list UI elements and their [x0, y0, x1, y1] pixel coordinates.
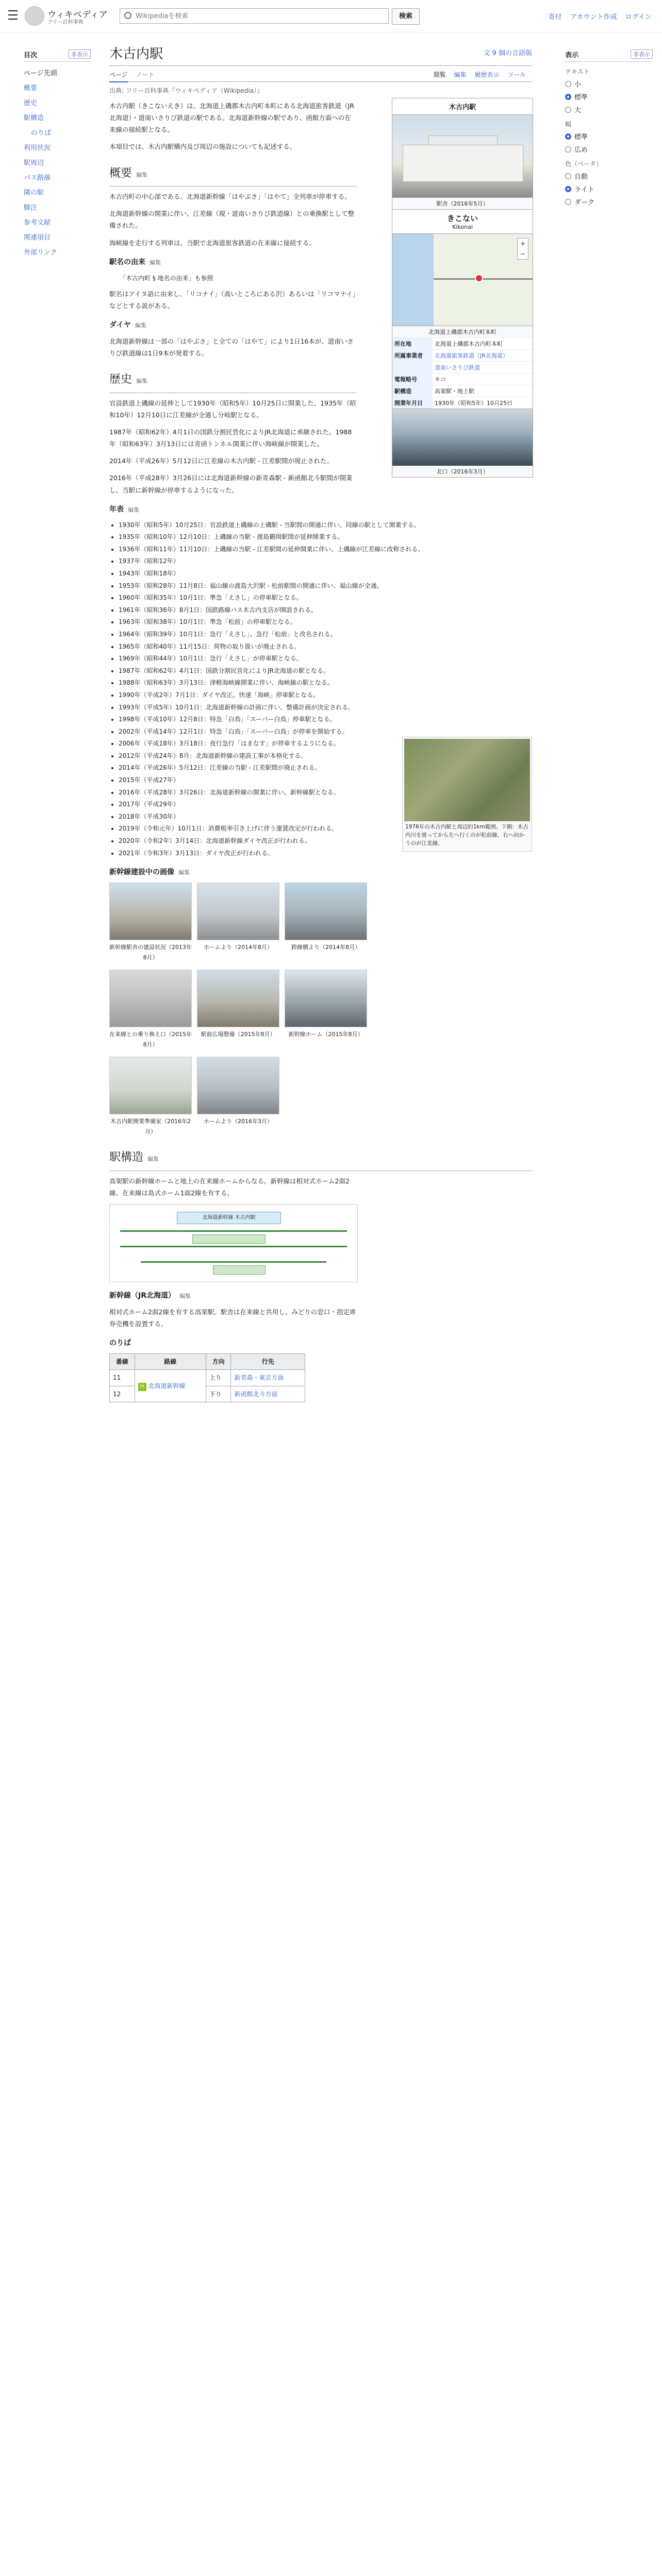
diagram-track	[120, 1230, 347, 1232]
color-option[interactable]: ライト	[565, 184, 653, 194]
tab-history[interactable]: 履歴表示	[474, 71, 500, 78]
timeline-item: • 1935年（昭和10年）12月10日：上磯線の当駅 - 渡島鶴岡駅間が延伸開業する。	[119, 532, 532, 543]
gallery-item[interactable]: 跨線橋より（2014年8月）	[285, 883, 367, 963]
table-row	[110, 1370, 305, 1386]
logo-title[interactable]: ウィキペディア	[47, 10, 108, 20]
toc-item[interactable]: 利用状況	[24, 144, 51, 152]
tab-read[interactable]: 閲覧	[433, 71, 446, 78]
timeline-item: • 1963年（昭和38年）10月1日：準急「松前」の停車駅となる。	[119, 617, 532, 628]
toc-item[interactable]: 駅構造	[24, 114, 44, 122]
station-kana: きこない	[446, 214, 478, 223]
gallery-photo[interactable]	[197, 883, 279, 940]
timeline-item: • 2020年（令和2年）3月14日：北海道新幹線ダイヤ改正が行われる。	[119, 836, 532, 847]
toc-hide-button[interactable]: 非表示	[69, 49, 91, 59]
toc-item[interactable]: 歴史	[24, 99, 38, 107]
page-tabs	[109, 66, 532, 82]
search-input[interactable]	[135, 10, 384, 22]
main-menu-icon[interactable]	[8, 10, 18, 20]
tab-page[interactable]: ページ	[109, 71, 128, 82]
table-header: 路線	[135, 1354, 206, 1370]
infobox-photo[interactable]	[392, 115, 533, 198]
toc-item[interactable]: ページ先頭	[24, 70, 57, 77]
section-heading-platforms: のりば	[109, 1339, 131, 1348]
line-badge-icon: H	[138, 1383, 146, 1391]
timeline-item: • 1961年（昭和36年）8月1日：国鉄路線バス木古内支店が開設される。	[119, 605, 532, 616]
width-label: 幅	[565, 121, 572, 128]
tab-edit[interactable]: 編集	[454, 71, 467, 78]
gallery-item[interactable]: 新幹線ホーム（2015年8月）	[285, 970, 367, 1050]
radio-icon	[565, 81, 571, 87]
section-heading-diagram: ダイヤ 編集	[109, 321, 146, 330]
page-title: 木古内駅	[109, 36, 532, 66]
infobox-row: 所在地 北海道上磯郡木古内町本町	[392, 337, 533, 349]
gallery-item[interactable]: ホームより（2014年8月）	[197, 883, 279, 963]
timeline-item: • 1930年（昭和5年）10月25日：官設鉄道上磯線の上磯駅 - 当駅間の開通に伴い、同線の駅として開業する。	[119, 520, 532, 531]
name-paragraph: 駅名はアイヌ語に由来し、「リコナイ」（高いところにある沢）あるいは「リコマナイ」などとする説がある。	[109, 290, 356, 310]
radio-icon	[565, 107, 571, 113]
gallery-photo[interactable]	[109, 1057, 192, 1114]
timeline-item: • 1987年（昭和62年）4月1日：国鉄分割民営化によりJR北海道の駅となる。	[119, 666, 532, 677]
width-option[interactable]: 広め	[565, 144, 653, 154]
toc-item[interactable]: 関連項目	[24, 234, 51, 242]
map-rail	[434, 278, 533, 280]
edit-link[interactable]: 編集	[136, 378, 148, 385]
timeline-item: • 2002年（平成14年）12月1日：特急「白鳥」「スーパー白鳥」が停車を開始する。	[119, 726, 532, 738]
gallery-photo[interactable]	[109, 970, 192, 1027]
table-cell: 上り	[206, 1370, 231, 1386]
gallery-item[interactable]: 木古内駅開業準備室（2016年2月）	[109, 1057, 192, 1138]
infobox-photo-2[interactable]	[392, 409, 533, 466]
timeline-item: • 1953年（昭和28年）11月8日：福山線の渡島大沢駅 - 松前駅間の開通に伴い、福山線が全通。	[119, 581, 532, 592]
tab-talk[interactable]: ノート	[136, 71, 155, 78]
appearance-sidebar	[565, 49, 653, 210]
overview-paragraph: 木古内町の中心部である。北海道新幹線「はやぶさ」「はやて」全列車が停車する。	[109, 193, 351, 201]
track-diagram	[109, 1204, 358, 1282]
toc-title: 目次	[24, 52, 38, 59]
color-label: 色（ベータ）	[565, 160, 603, 167]
history-thumbnail	[402, 737, 532, 852]
login-link[interactable]: ログイン	[625, 13, 652, 21]
timeline-item: • 2015年（平成27年）	[119, 775, 532, 786]
section-heading-overview: 概要 編集	[109, 163, 357, 187]
toc-item[interactable]: 概要	[24, 84, 38, 92]
toc-item[interactable]: バス路線	[24, 174, 51, 182]
edit-link[interactable]: 編集	[136, 171, 148, 178]
timeline-item: • 1960年（昭和35年）10月1日：準急「えさし」の停車駅となる。	[119, 592, 532, 604]
section-heading-structure: 駅構造 編集	[109, 1147, 532, 1171]
radio-selected-icon	[565, 94, 571, 100]
user-links	[542, 11, 652, 21]
timeline-item: • 1969年（昭和44年）10月1日：急行「えさし」が停車駅となる。	[119, 653, 532, 665]
gallery-item[interactable]: 在来線との乗り換え口（2015年8月）	[109, 970, 192, 1050]
toc-item[interactable]: 脚注	[24, 204, 38, 212]
text-size-option[interactable]: 小	[565, 79, 653, 89]
section-heading-gallery: 新幹線建設中の画像 編集	[109, 868, 190, 877]
infobox	[392, 98, 533, 478]
infobox-row: 開業年月日 1930年（昭和5年）10月25日	[392, 397, 533, 409]
from-line: 出典: フリー百科事典『ウィキペディア（Wikipedia）』	[109, 87, 263, 94]
thumbnail-caption: 1976年の木古内駅と周辺約1km範囲。下側：木古内川を渡ってから左へ行くのが松前線、右へ向かうのが江差線。	[405, 824, 528, 846]
table-cell[interactable]: 新函館北斗方面	[231, 1386, 305, 1402]
radio-icon	[565, 199, 571, 205]
search-box	[120, 8, 389, 24]
toc-item[interactable]: 駅周辺	[24, 159, 44, 167]
timeline-item: • 2016年（平成28年）3月26日：北海道新幹線の開業に伴い、新幹線駅となる。	[119, 787, 532, 799]
wikipedia-logo-icon[interactable]	[25, 6, 44, 26]
intro-paragraph: 本項目では、木古内駅構内及び周辺の施設についても記述する。	[109, 143, 296, 151]
color-option[interactable]: ダーク	[565, 197, 653, 207]
toc-item[interactable]: のりば	[31, 129, 52, 137]
infobox-caption: 駅舎（2016年5月）	[436, 200, 489, 207]
gallery-photo[interactable]	[197, 1057, 279, 1114]
article-body	[109, 100, 357, 496]
map-caption: 北海道上磯郡木古内町本町	[428, 329, 496, 335]
timeline-item: • 1936年（昭和11年）11月10日：上磯線の当駅 - 江差駅間の延伸開業に伴い、上磯線が江差線に改称される。	[119, 544, 532, 555]
edit-link[interactable]: 編集	[147, 1156, 159, 1163]
infobox-title: 木古内駅	[392, 98, 533, 115]
toc-sidebar	[24, 49, 91, 259]
table-cell[interactable]: 新青森・東京方面	[231, 1370, 305, 1386]
diagram-track	[141, 1261, 326, 1263]
radio-icon	[565, 173, 571, 179]
timeline-item: • 2021年（令和3年）3月13日：ダイヤ改正が行われる。	[119, 848, 532, 859]
toc-item[interactable]: 外部リンク	[24, 249, 57, 257]
text-size-label: テキスト	[565, 68, 590, 75]
photo-building	[403, 145, 523, 182]
language-selector[interactable]: 文 9 個の言語版	[483, 49, 532, 57]
table-cell: H 北海道新幹線	[135, 1370, 206, 1402]
location-map[interactable]	[392, 234, 533, 326]
platform-table	[109, 1353, 305, 1402]
infobox-row: 電報略号 キコ	[392, 373, 533, 385]
timeline-item: • 1964年（昭和39年）10月1日：急行「えさし」、急行「松前」と改名される。	[119, 629, 532, 640]
diagram-platform	[192, 1234, 266, 1244]
radio-icon	[565, 146, 571, 152]
history-paragraph: 2016年（平成28年）3月26日には北海道新幹線の新青森駅 - 新函館北斗駅間が開業し、当駅に新幹線が停車するようになった。	[109, 474, 353, 494]
table-header: 方向	[206, 1354, 231, 1370]
search-icon	[124, 12, 131, 19]
overview-paragraph: 海峡線を走行する列車は、当駅で北海道旅客鉄道の在来線に接続する。	[109, 239, 316, 247]
image-gallery	[109, 883, 377, 1137]
shinkansen-paragraph: 相対式ホーム2面2線を有する高架駅。駅舎は在来線と共用し、みどりの窓口・指定席券売機を設置する。	[109, 1308, 356, 1328]
edit-link[interactable]: 編集	[179, 1293, 191, 1300]
gallery-item[interactable]: 駅前広場整備（2015年8月）	[197, 970, 279, 1050]
site-header	[0, 0, 662, 32]
history-paragraph: 1987年（昭和62年）4月1日の国鉄分割民営化によりJR北海道に承継された。1988年（昭和63年）3月13日には青函トンネル開業に伴い海峡線が開業した。	[109, 428, 352, 448]
timeline-item: • 1998年（平成10年）12月8日：特急「白鳥」「スーパー白鳥」停車駅となる。	[119, 714, 532, 725]
map-pin-icon	[475, 274, 483, 282]
gallery-item[interactable]: 新幹線駅舎の建設状況（2013年8月）	[109, 883, 192, 963]
donate-link[interactable]: 寄付	[548, 13, 562, 21]
timeline-item: • 1937年（昭和12年）	[119, 556, 532, 567]
table-cell: 下り	[206, 1386, 231, 1402]
radio-selected-icon	[565, 133, 571, 140]
overview-paragraph: 北海道新幹線の開業に伴い、江差線（現・道南いさりび鉄道線）との乗換駅として整備された。	[109, 210, 355, 230]
timeline-item: • 1990年（平成2年）7月1日：ダイヤ改正。快速「海峡」停車駅となる。	[119, 690, 532, 701]
timeline-item: • 1993年（平成5年）10月1日：北海道新幹線の計画に伴い、整備計画が決定される。	[119, 702, 532, 714]
edit-link[interactable]: 編集	[135, 322, 146, 329]
aerial-photo[interactable]	[404, 739, 530, 821]
infobox-row: 駅構造 高架駅・地上駅	[392, 385, 533, 397]
main-content	[109, 36, 532, 1405]
gallery-photo[interactable]	[285, 883, 367, 940]
edit-link[interactable]: 編集	[178, 869, 190, 876]
table-header-row	[110, 1354, 305, 1370]
hatnote: 「木古内町 § 地名の由来」も参照	[120, 274, 213, 282]
infobox-rows	[392, 337, 533, 409]
infobox-row: 所属事業者 北海道旅客鉄道（JR北海道）	[392, 349, 533, 361]
radio-selected-icon	[565, 186, 571, 192]
edit-link[interactable]: 編集	[150, 259, 161, 266]
history-paragraph: 官設鉄道上磯線の延伸として1930年（昭和5年）10月25日に開業した。1935年（昭和10年）12月10日に江差線が全通し分岐駅となる。	[109, 399, 356, 419]
tab-tools[interactable]: ツール	[507, 71, 526, 78]
edit-link[interactable]: 編集	[128, 506, 139, 513]
section-heading-history: 歴史 編集	[109, 369, 357, 393]
toc-item[interactable]: 隣の駅	[24, 189, 44, 197]
infobox-row: 道南いさりび鉄道	[392, 361, 533, 373]
appearance-title: 表示	[565, 52, 579, 59]
logo-subtitle: フリー百科事典	[47, 20, 84, 25]
diagram-paragraph: 北海道新幹線は一部の「はやぶさ」と全ての「はやて」により1日16本が、道南いさりび鉄道線は1日9本が発着する。	[109, 337, 354, 358]
toc-title-row	[24, 49, 91, 62]
timeline-item: • 2017年（平成29年）	[119, 799, 532, 810]
timeline-item: • 2014年（平成26年）5月12日：江差線の当駅 - 江差駅間が廃止される。	[119, 762, 532, 774]
timeline-item: • 2012年（平成24年）8月：北海道新幹線の建設工事が本格化する。	[119, 751, 532, 762]
section-heading-shinkansen: 新幹線（JR北海道） 編集	[109, 1292, 191, 1300]
timeline-item: • 2019年（令和元年）10月1日：消費税率引き上げに伴う運賃改定が行われる。	[119, 823, 532, 835]
table-cell: 11	[110, 1370, 135, 1386]
table-header: 行先	[231, 1354, 305, 1370]
table-header: 番線	[110, 1354, 135, 1370]
gallery-photo[interactable]	[109, 883, 192, 940]
gallery-item[interactable]: ホームより（2016年3月）	[197, 1057, 279, 1138]
diagram-track	[120, 1246, 347, 1247]
appearance-title-row	[565, 49, 653, 62]
diagram-platform	[213, 1265, 266, 1275]
gallery-photo[interactable]	[285, 970, 367, 1027]
color-option[interactable]: 自動	[565, 171, 653, 181]
station-romaji: Kikonai	[452, 224, 473, 230]
intro-paragraph: 木古内駅（きこないえき）は、北海道上磯郡木古内町本町にある北海道旅客鉄道（JR北海道）・道南いさりび鉄道の駅である。北海道新幹線の駅であり、函館方面への在来線の接続駅となる。	[109, 102, 354, 134]
search-button[interactable]: 検索	[392, 8, 420, 25]
diagram-label: 北海道新幹線 木古内駅	[177, 1212, 281, 1224]
history-paragraph: 2014年（平成26年）5月12日に江差線の木古内駅 - 江差駅間が廃止された。	[109, 457, 334, 465]
infobox-caption-2: 北口（2016年3月）	[436, 468, 489, 475]
width-option[interactable]: 標準	[565, 131, 653, 141]
text-size-option[interactable]: 標準	[565, 92, 653, 101]
station-sign	[392, 209, 533, 234]
text-size-option[interactable]: 大	[565, 105, 653, 114]
timeline-item: • 1988年（昭和63年）3月13日：津軽海峡線開業に伴い、海峡線の駅となる。	[119, 677, 532, 689]
structure-paragraph: 高架駅の新幹線ホームと地上の在来線ホームからなる。新幹線は相対式ホーム2面2線、在来線は島式ホーム1面2線を有する。	[109, 1177, 350, 1197]
section-heading-name: 駅名の由来 編集	[109, 258, 161, 266]
timeline-item: • 1943年（昭和18年）	[119, 568, 532, 580]
gallery-photo[interactable]	[197, 970, 279, 1027]
map-sea	[392, 234, 434, 326]
table-cell: 12	[110, 1386, 135, 1402]
create-account-link[interactable]: アカウント作成	[570, 13, 617, 21]
toc-item[interactable]: 参考文献	[24, 219, 51, 227]
section-heading-timeline: 年表 編集	[109, 505, 139, 514]
map-zoom-control[interactable]: + −	[517, 238, 528, 260]
timeline-section	[109, 503, 532, 1402]
appearance-hide-button[interactable]: 非表示	[631, 49, 653, 59]
timeline-item: • 1965年（昭和40年）11月15日：荷物の取り扱いが廃止される。	[119, 641, 532, 653]
timeline-item: • 2018年（平成30年）	[119, 811, 532, 823]
timeline-item: • 2006年（平成18年）3月18日：夜行急行「はまなす」が停車するようになる。	[119, 738, 532, 750]
